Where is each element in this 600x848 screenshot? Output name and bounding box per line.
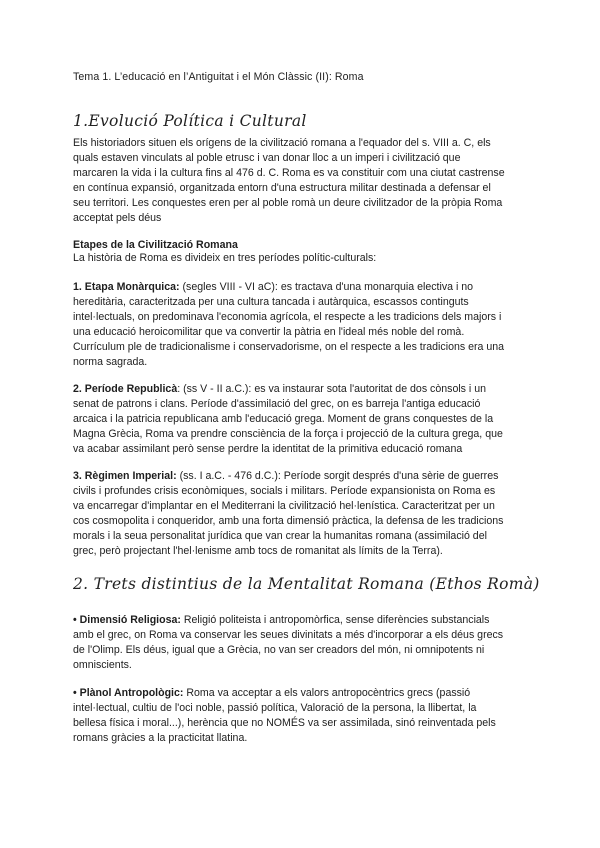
trait-line: amb el grec, on Roma va conservar les seues divinitats a més d'incorporar a els déus grecs [73,629,504,641]
stages-intro-line: La història de Roma es divideix en tres períodes polític-culturals: [73,252,377,264]
stages-heading: Etapes de la Civilització Romana [73,239,238,251]
stage-line: cos cosmopolita i conqueridor, amb una forta dimensió pràctica, la defensa de les tradicions [73,515,504,527]
trait-label: • Dimensió Religiosa: [73,614,181,626]
stage-line: Magna Grècia, Roma va prendre consciència de la força i projecció de la cultura grega, que [73,428,503,440]
stage-line: hereditària, caracteritzada per una cultura tancada i autàrquica, escassos continguts [73,296,469,308]
intro-line: acceptat pels déus [73,212,162,224]
trait-line: romans gràcies a la practicitat llatina. [73,732,248,744]
stages-intro [73,251,533,266]
trait-line: bellesa física i moral...), herència que no NOMÉS va ser assimilada, sinó reinventada pels [73,717,496,729]
intro-line: quals estaven vinculats al poble etrusc i van donar lloc a un imperi i civilització que [73,152,461,164]
intro-line: Els historiadors situen els orígens de la civilització romana a l'equador del s. VIII a. C, els [73,137,491,149]
section-2-heading: 2. Trets distintius de la Mentalitat Romana (Ethos Romà) [73,575,540,593]
stage-line: una educació heroicomilitar que va convertir la pàtria en l'ideal més noble del romà. [73,326,465,338]
trait-label: • Plànol Antropològic: [73,687,184,699]
section-1-heading: 1.Evolució Política i Cultural [73,112,307,130]
stage-monarchic [73,280,533,370]
stage-republican [73,382,533,457]
trait-text: Roma va acceptar a els valors antropocèntrics grecs (passió [183,687,471,699]
stage-imperial [73,469,533,559]
intro-line: en contínua expansió, organitzada entorn d'una estructura militar destinada a defensar el [73,182,491,194]
intro-line: marcaren la vida i la cultura fins al 476 d. C. Roma es va constituir com una ciutat castrense [73,167,505,179]
stage-text: (segles VIII - VI aC): es tractava d'una monarquia electiva i no [179,281,474,293]
trait-line: de l'Olimp. Els déus, igual que a Grècia, no van ser creadors del món, ni omnipotents ni [73,644,485,656]
trait-line: intel·lectual, cultiu de l'oci noble, passió política, Valoració de la persona, la llibertat, la [73,702,477,714]
trait-first-line [73,686,533,701]
stage-label: 3. Règimen Imperial: [73,470,177,482]
stage-first-line [73,469,533,484]
trait-line: omniscients. [73,659,132,671]
stage-label: 1. Etapa Monàrquica: [73,281,180,293]
stage-first-line [73,382,533,397]
document-title: Tema 1. L’educació en l’Antiguitat i el Món Clàssic (II): Roma [73,71,364,83]
section-1-intro [73,136,533,226]
stage-first-line [73,280,533,295]
trait-anthropological [73,686,533,746]
stage-line: Currículum ple de tradicionalisme i conservadorisme, on el respecte a les tradicions era una [73,341,505,353]
stage-line: va encarregar d'implantar en el Mediterrani la civilització hel·lenística. Caracteritzat per un [73,500,495,512]
stage-text: (ss. I a.C. - 476 d.C.): Període sorgit després d'una sèrie de guerres [176,470,499,482]
stage-line: grec, però projectant l'hel·lenisme amb tocs de romanitat als límits de la Terra). [73,545,443,557]
stage-line: morals i la seua personalitat jurídica que van crear la humanitas romana (assimilació del [73,530,487,542]
stage-line: norma sagrada. [73,356,148,368]
stage-line: intel·lectuals, on predominava l'economia agrícola, el respecte a les tradicions dels majors i [73,311,502,323]
stage-line: civils i profundes crisis econòmiques, socials i militars. Període expansionista on Roma es [73,485,496,497]
stage-text: : (ss V - II a.C.): es va instaurar sota l'autoritat de dos cònsols i un [177,383,487,395]
stage-line: va acabar assimilant però sense perdre la identitat de la primitiva educació romana [73,443,463,455]
trait-text: Religió politeista i antropomòrfica, sense diferències substancials [180,614,490,626]
stage-line: arcaica i la patricia republicana amb l'educació grega. Moment de grans conquestes de la [73,413,494,425]
intro-line: seu territori. Les conquestes eren per al poble romà un deure civilitzador de la pròpia Roma [73,197,503,209]
trait-religious [73,613,533,673]
stage-label: 2. Període Republicà [73,383,178,395]
trait-first-line [73,613,533,628]
stage-line: senat de patrons i clans. Període d'assimilació del grec, on es barreja l'antiga educació [73,398,481,410]
